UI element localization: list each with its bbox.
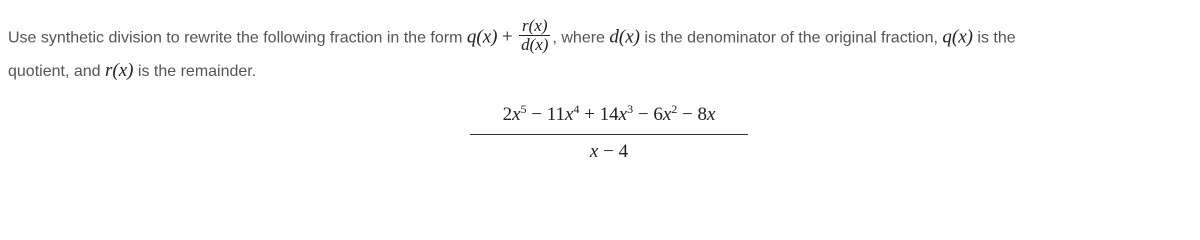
var-5: x [706,104,716,125]
q-of-x-second: q(x) [942,26,973,48]
term-2-coef: − 11 [526,104,566,125]
denominator-constant: − 4 [598,141,629,162]
term-4-coef: − 6 [633,104,663,125]
exp-1: 5 [520,102,527,116]
term-5-coef: − 8 [677,104,707,125]
rational-expression [470,104,748,163]
denominator-var: x [589,141,599,162]
instruction-text-a: Use synthetic division to rewrite the following fraction in the form [8,29,467,47]
var-3: x [618,104,628,125]
d-of-x: d(x) [609,26,640,48]
exp-3: 3 [627,102,634,116]
exp-4: 2 [671,102,678,116]
instruction-text-b: , where [552,29,610,47]
instruction-text-e: quotient, and [8,63,105,80]
plus-sign: + [501,26,513,48]
expression-denominator [470,135,748,163]
var-1: x [512,104,521,125]
q-of-x: q(x) [466,26,498,48]
instruction-text-f: is the remainder. [133,63,257,80]
exp-2: 4 [573,102,580,116]
term-3-coef: + 14 [579,104,619,125]
instruction-line-1 [8,16,1016,57]
instruction-text-c: is the denominator of the original fraction, [639,29,943,47]
inline-fraction-denominator: d(x) [521,35,549,54]
inline-fraction [519,17,550,54]
coef-1: 2 [502,104,513,125]
instruction-line-2 [8,60,256,82]
var-2: x [565,104,574,125]
expression-numerator [470,104,748,135]
r-of-x: r(x) [104,60,134,81]
var-4: x [662,104,672,125]
instruction-text-d: is the [972,29,1016,47]
inline-fraction-numerator: r(x) [519,17,550,36]
